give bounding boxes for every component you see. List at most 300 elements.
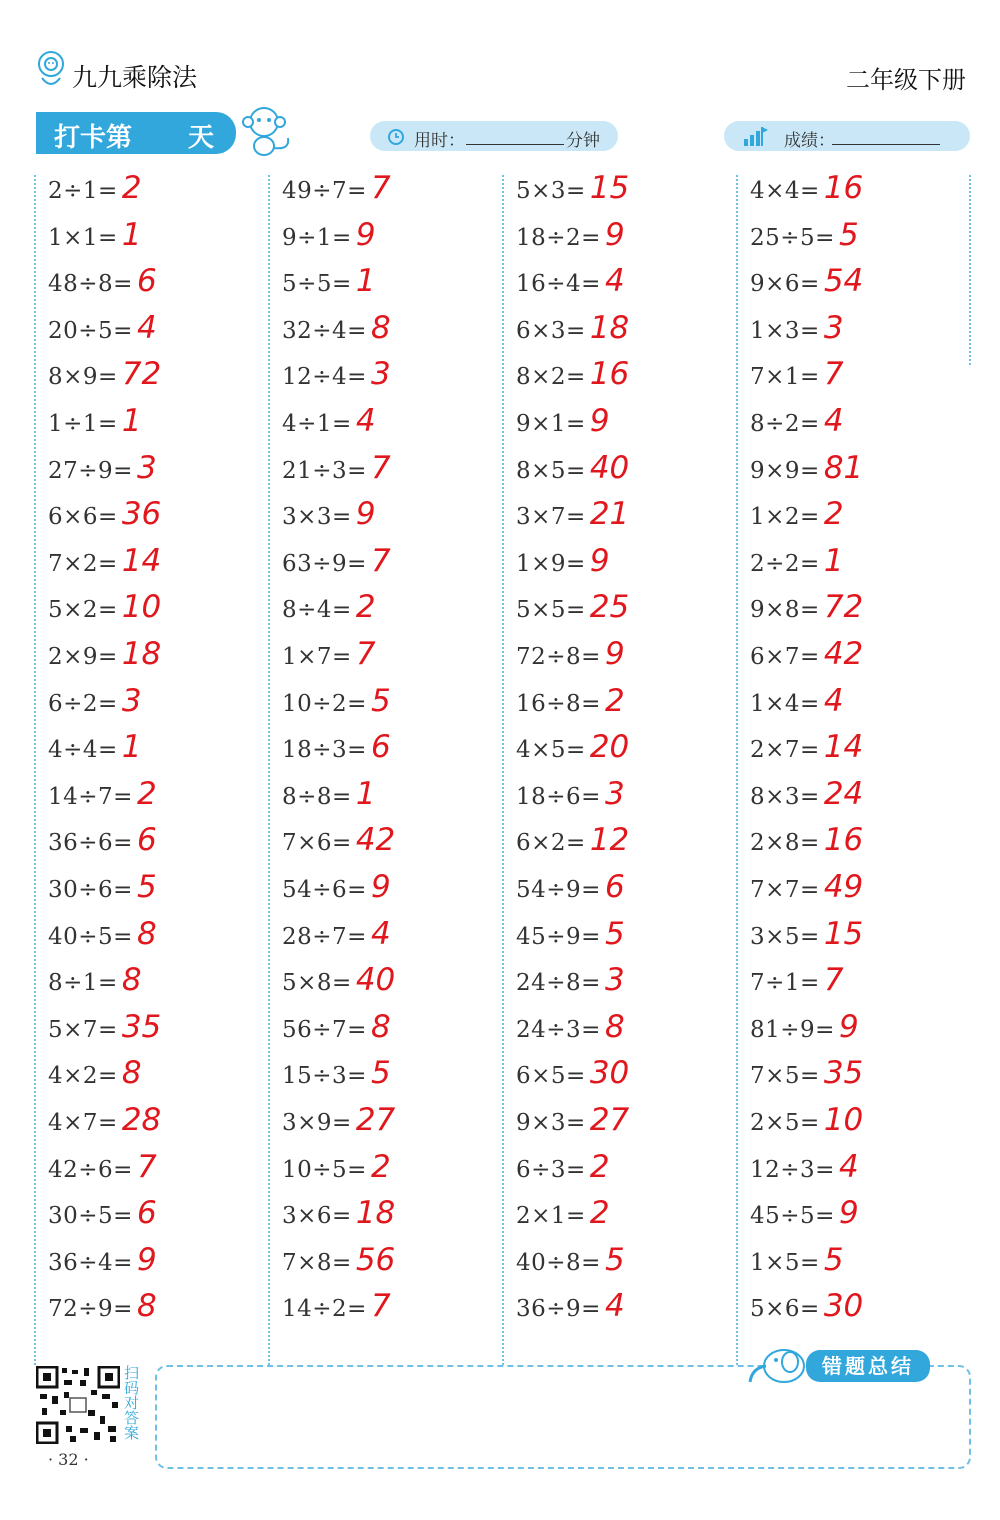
handwritten-answer[interactable]: 8 [370, 1008, 391, 1045]
handwritten-answer[interactable]: 9 [589, 542, 610, 579]
handwritten-answer[interactable]: 35 [121, 1008, 162, 1045]
problem-row [48, 263, 157, 309]
handwritten-answer[interactable]: 5 [823, 1241, 844, 1278]
problem-question: 54÷6= [282, 877, 367, 903]
handwritten-answer[interactable]: 56 [355, 1241, 396, 1278]
handwritten-answer[interactable]: 81 [823, 449, 864, 486]
problem-question: 30÷5= [48, 1203, 133, 1230]
problem-row [48, 776, 157, 822]
problem-row [516, 869, 625, 915]
problem-question: 6÷3= [516, 1156, 586, 1183]
problem-question: 8×2= [516, 364, 586, 391]
problem-row [516, 450, 629, 496]
problem-row [282, 263, 376, 309]
problem-question: 8÷4= [282, 597, 352, 624]
handwritten-answer[interactable]: 9 [604, 636, 625, 672]
handwritten-answer[interactable]: 20 [589, 729, 630, 766]
problem-question: 4÷1= [282, 411, 352, 437]
handwritten-answer[interactable]: 9 [838, 1195, 859, 1232]
problem-question: 12÷4= [282, 364, 367, 391]
problem-question: 9×6= [750, 271, 820, 298]
problem-row [516, 1149, 610, 1195]
problem-row [750, 729, 863, 775]
handwritten-answer[interactable]: 6 [136, 822, 157, 859]
problem-row [750, 450, 863, 496]
problem-question: 4×5= [516, 737, 586, 764]
handwritten-answer[interactable]: 1 [355, 775, 376, 812]
handwritten-answer[interactable]: 2 [589, 1195, 610, 1232]
problem-row [750, 496, 844, 542]
problem-row [282, 170, 391, 216]
problem-question: 45÷5= [750, 1203, 835, 1230]
handwritten-answer[interactable]: 4 [838, 1148, 859, 1185]
handwritten-answer[interactable]: 5 [604, 1241, 625, 1278]
problem-row [516, 170, 629, 216]
problem-row [48, 1195, 157, 1241]
problem-question: 27÷9= [48, 457, 133, 484]
handwritten-answer[interactable]: 4 [823, 682, 844, 719]
handwritten-answer[interactable]: 2 [589, 1148, 610, 1185]
problem-question: 12÷3= [750, 1156, 835, 1183]
handwritten-answer[interactable]: 49 [823, 869, 864, 905]
handwritten-answer[interactable]: 25 [589, 589, 630, 626]
problem-question: 9×8= [750, 597, 820, 624]
handwritten-answer[interactable]: 9 [136, 1241, 157, 1278]
handwritten-answer[interactable]: 3 [136, 449, 157, 486]
problem-row [516, 1055, 629, 1101]
handwritten-answer[interactable]: 16 [589, 356, 630, 393]
problem-row [48, 869, 157, 915]
handwritten-answer[interactable]: 3 [121, 682, 142, 719]
problem-question: 14÷2= [282, 1296, 367, 1323]
problem-question: 40÷5= [48, 923, 133, 950]
problem-row [48, 170, 142, 216]
handwritten-answer[interactable]: 8 [121, 1055, 142, 1092]
problem-row [516, 729, 629, 775]
handwritten-answer[interactable]: 7 [370, 542, 391, 579]
problem-question: 8×9= [48, 364, 118, 391]
problem-row [48, 217, 142, 263]
problem-question: 4×7= [48, 1110, 118, 1136]
problem-question: 54÷9= [516, 877, 601, 903]
problem-question: 1×5= [750, 1249, 820, 1276]
handwritten-answer[interactable]: 35 [823, 1055, 864, 1092]
handwritten-answer[interactable]: 21 [589, 496, 630, 533]
problem-question: 10÷2= [282, 690, 367, 717]
problem-row [516, 822, 629, 868]
handwritten-answer[interactable]: 15 [589, 170, 630, 206]
book-title: 九九乘除法 [72, 63, 198, 92]
problem-question: 42÷6= [48, 1156, 133, 1183]
problem-question: 72÷9= [48, 1296, 133, 1323]
time-unit: 分钟 [566, 131, 600, 151]
qr-caption: 扫码对答案 [124, 1364, 140, 1442]
problem-question: 6×2= [516, 830, 586, 857]
problem-question: 5÷5= [282, 271, 352, 298]
handwritten-answer[interactable]: 24 [823, 775, 864, 812]
column-divider [268, 175, 270, 1365]
problem-question: 5×8= [282, 970, 352, 997]
handwritten-answer[interactable]: 7 [823, 356, 844, 393]
handwritten-answer[interactable]: 1 [355, 263, 376, 300]
problem-row [282, 1195, 395, 1241]
problem-question: 14÷7= [48, 783, 133, 810]
problem-row [750, 589, 863, 635]
problem-question: 18÷2= [516, 224, 601, 251]
problem-row [48, 356, 161, 402]
problem-row [516, 1102, 629, 1148]
problem-row [282, 822, 395, 868]
problem-row [750, 1102, 863, 1148]
problem-row [282, 776, 376, 822]
handwritten-answer[interactable]: 4 [370, 915, 391, 952]
handwritten-answer[interactable]: 2 [823, 496, 844, 533]
problem-row [750, 403, 844, 449]
handwritten-answer[interactable]: 8 [136, 1288, 157, 1325]
handwritten-answer[interactable]: 30 [589, 1055, 630, 1092]
handwritten-answer[interactable]: 7 [355, 636, 376, 672]
handwritten-answer[interactable]: 36 [121, 496, 162, 533]
handwritten-answer[interactable]: 4 [604, 263, 625, 300]
problem-row [282, 496, 376, 542]
handwritten-answer[interactable]: 28 [121, 1102, 162, 1138]
handwritten-answer[interactable]: 7 [370, 449, 391, 486]
problem-row [48, 543, 161, 589]
problem-row [750, 1009, 859, 1055]
problem-row [516, 683, 625, 729]
handwritten-answer[interactable]: 7 [370, 1288, 391, 1325]
problem-question: 56÷7= [282, 1016, 367, 1043]
problem-row [750, 1195, 859, 1241]
handwritten-answer[interactable]: 3 [823, 309, 844, 346]
problem-question: 1×7= [282, 644, 352, 670]
problem-question: 6×3= [516, 317, 586, 344]
handwritten-answer[interactable]: 2 [136, 775, 157, 812]
handwritten-answer[interactable]: 14 [823, 729, 864, 766]
problem-row [48, 589, 161, 635]
problem-row [750, 1055, 863, 1101]
problem-question: 2×1= [516, 1203, 586, 1230]
handwritten-answer[interactable]: 42 [355, 822, 396, 859]
handwritten-answer[interactable]: 8 [370, 309, 391, 346]
handwritten-answer[interactable]: 42 [823, 636, 864, 672]
problem-row [48, 403, 142, 449]
problem-question: 36÷4= [48, 1249, 133, 1276]
problem-row [48, 496, 161, 542]
problem-question: 72÷8= [516, 644, 601, 670]
problem-row [750, 1149, 859, 1195]
mistake-summary-label: 错题总结 [806, 1350, 930, 1382]
handwritten-answer[interactable]: 9 [355, 496, 376, 533]
problem-question: 5×7= [48, 1016, 118, 1043]
problem-row [48, 1149, 157, 1195]
problem-question: 7÷1= [750, 970, 820, 997]
handwritten-answer[interactable]: 27 [589, 1102, 630, 1138]
problem-row [516, 589, 629, 635]
problem-row [516, 310, 629, 356]
time-field [370, 121, 618, 151]
problem-question: 2×7= [750, 737, 820, 764]
handwritten-answer[interactable]: 3 [604, 962, 625, 999]
problem-question: 48÷8= [48, 271, 133, 298]
handwritten-answer[interactable]: 6 [370, 729, 391, 766]
column-divider [736, 175, 738, 1365]
handwritten-answer[interactable]: 7 [823, 962, 844, 999]
problem-row [750, 962, 844, 1008]
problem-row [750, 356, 844, 402]
problem-row [282, 729, 391, 775]
problem-row [48, 1009, 161, 1055]
handwritten-answer[interactable]: 5 [838, 216, 859, 253]
problem-row [282, 1009, 391, 1055]
handwritten-answer[interactable]: 7 [136, 1148, 157, 1185]
problem-row [750, 217, 859, 263]
problem-question: 25÷5= [750, 224, 835, 251]
handwritten-answer[interactable]: 9 [604, 216, 625, 253]
handwritten-answer[interactable]: 16 [823, 170, 864, 206]
handwritten-answer[interactable]: 9 [355, 216, 376, 253]
handwritten-answer[interactable]: 1 [121, 729, 142, 766]
problem-row [48, 310, 157, 356]
problem-row [282, 450, 391, 496]
problem-question: 9×3= [516, 1110, 586, 1136]
problem-question: 2×8= [750, 830, 820, 857]
grade-label: 二年级下册 [846, 66, 966, 94]
problem-row [48, 822, 157, 868]
handwritten-answer[interactable]: 2 [355, 589, 376, 626]
problem-question: 63÷9= [282, 550, 367, 577]
problem-question: 4×2= [48, 1063, 118, 1090]
checkin-label-day-prefix: 打卡第 [54, 123, 133, 153]
problem-row [282, 356, 391, 402]
problem-row [516, 636, 625, 682]
problem-question: 1×2= [750, 504, 820, 531]
problem-row [282, 869, 391, 915]
problem-row [750, 1288, 863, 1334]
problem-question: 18÷3= [282, 737, 367, 764]
handwritten-answer[interactable]: 1 [121, 216, 142, 253]
problem-row [750, 822, 863, 868]
problem-question: 2÷1= [48, 178, 118, 204]
problem-row [282, 589, 376, 635]
problem-question: 7×5= [750, 1063, 820, 1090]
column-divider [502, 175, 504, 1365]
handwritten-answer[interactable]: 4 [604, 1288, 625, 1325]
problem-row [516, 356, 629, 402]
problem-row [750, 916, 863, 962]
problem-question: 4÷4= [48, 737, 118, 764]
handwritten-answer[interactable]: 72 [823, 589, 864, 626]
handwritten-answer[interactable]: 30 [823, 1288, 864, 1325]
handwritten-answer[interactable]: 5 [370, 682, 391, 719]
problem-row [48, 636, 161, 682]
handwritten-answer[interactable]: 10 [121, 589, 162, 626]
clock-icon [386, 126, 406, 146]
problem-question: 6÷2= [48, 690, 118, 717]
problem-question: 6×7= [750, 644, 820, 670]
monkey-mascot-icon [238, 104, 298, 158]
problem-row [48, 450, 157, 496]
qr-code-icon[interactable] [36, 1366, 120, 1444]
problem-row [282, 636, 376, 682]
handwritten-answer[interactable]: 9 [370, 869, 391, 905]
problem-question: 6×5= [516, 1063, 586, 1090]
problem-question: 7×7= [750, 877, 820, 903]
problem-row [750, 310, 844, 356]
problem-question: 20÷5= [48, 317, 133, 344]
handwritten-answer[interactable]: 9 [589, 403, 610, 439]
handwritten-answer[interactable]: 18 [589, 309, 630, 346]
handwritten-answer[interactable]: 8 [136, 915, 157, 952]
handwritten-answer[interactable]: 72 [121, 356, 162, 393]
problem-row [750, 776, 863, 822]
problem-row [282, 1102, 395, 1148]
problem-question: 1×1= [48, 224, 118, 251]
handwritten-answer[interactable]: 5 [604, 915, 625, 952]
problem-question: 2×5= [750, 1110, 820, 1136]
problem-row [750, 263, 863, 309]
problem-question: 24÷3= [516, 1016, 601, 1043]
problem-question: 81÷9= [750, 1016, 835, 1043]
problem-question: 1×9= [516, 550, 586, 577]
time-input[interactable] [466, 126, 564, 145]
handwritten-answer[interactable]: 18 [121, 636, 162, 672]
handwritten-answer[interactable]: 1 [121, 403, 142, 439]
handwritten-answer[interactable]: 16 [823, 822, 864, 859]
problem-question: 15÷3= [282, 1063, 367, 1090]
handwritten-answer[interactable]: 6 [136, 1195, 157, 1232]
problem-row [516, 1242, 625, 1288]
problem-row [282, 543, 391, 589]
handwritten-answer[interactable]: 5 [136, 869, 157, 905]
score-label: 成绩： [784, 131, 835, 151]
problem-question: 45÷9= [516, 923, 601, 950]
problem-row [516, 263, 625, 309]
problem-question: 5×6= [750, 1296, 820, 1323]
handwritten-answer[interactable]: 4 [823, 403, 844, 439]
problem-question: 5×5= [516, 597, 586, 624]
problem-question: 2×9= [48, 644, 118, 670]
problem-row [48, 1102, 161, 1148]
problem-question: 24÷8= [516, 970, 601, 997]
score-input[interactable] [832, 126, 940, 145]
problem-question: 8÷2= [750, 411, 820, 437]
problem-row [282, 1055, 391, 1101]
handwritten-answer[interactable]: 5 [370, 1055, 391, 1092]
lion-logo-icon [34, 50, 68, 90]
checkin-label-day-suffix: 天 [188, 123, 215, 153]
problem-row [750, 543, 844, 589]
problem-question: 30÷6= [48, 877, 133, 903]
handwritten-answer[interactable]: 4 [355, 403, 376, 439]
handwritten-answer[interactable]: 27 [355, 1102, 396, 1138]
handwritten-answer[interactable]: 3 [604, 775, 625, 812]
handwritten-answer[interactable]: 8 [121, 962, 142, 999]
problem-row [282, 683, 391, 729]
problem-question: 5×3= [516, 178, 586, 204]
page-number: · 32 · [48, 1450, 89, 1469]
problem-question: 3×6= [282, 1203, 352, 1230]
problem-question: 3×5= [750, 923, 820, 950]
handwritten-answer[interactable]: 10 [823, 1102, 864, 1138]
handwritten-answer[interactable]: 6 [136, 263, 157, 300]
problem-row [48, 962, 142, 1008]
problem-row [516, 1009, 625, 1055]
problem-question: 36÷9= [516, 1296, 601, 1323]
handwritten-answer[interactable]: 40 [589, 449, 630, 486]
problem-row [516, 496, 629, 542]
problem-question: 4×4= [750, 178, 820, 204]
problem-row [750, 636, 863, 682]
time-label: 用时： [414, 131, 465, 151]
problem-question: 1÷1= [48, 411, 118, 437]
problem-row [48, 1242, 157, 1288]
problem-row [48, 1288, 157, 1334]
problem-row [48, 729, 142, 775]
problem-question: 9÷1= [282, 224, 352, 251]
problem-row [282, 1288, 391, 1334]
handwritten-answer[interactable]: 15 [823, 915, 864, 952]
handwritten-answer[interactable]: 18 [355, 1195, 396, 1232]
column-divider [969, 175, 971, 365]
handwritten-answer[interactable]: 6 [604, 869, 625, 905]
handwritten-answer[interactable]: 2 [121, 170, 142, 206]
problem-row [516, 1195, 610, 1241]
problem-question: 40÷8= [516, 1249, 601, 1276]
problem-row [516, 217, 625, 263]
handwritten-answer[interactable]: 8 [604, 1008, 625, 1045]
problem-question: 1×4= [750, 690, 820, 717]
handwritten-answer[interactable]: 40 [355, 962, 396, 999]
problem-row [282, 403, 376, 449]
problem-question: 3×7= [516, 504, 586, 531]
handwritten-answer[interactable]: 12 [589, 822, 630, 859]
handwritten-answer[interactable]: 9 [838, 1008, 859, 1045]
checkin-banner [36, 112, 236, 154]
problem-row [516, 776, 625, 822]
handwritten-answer[interactable]: 4 [136, 309, 157, 346]
column-divider [34, 175, 36, 1365]
problem-question: 8÷1= [48, 970, 118, 997]
problem-question: 2÷2= [750, 550, 820, 577]
problem-question: 7×2= [48, 550, 118, 577]
handwritten-answer[interactable]: 3 [370, 356, 391, 393]
handwritten-answer[interactable]: 7 [370, 170, 391, 206]
handwritten-answer[interactable]: 2 [370, 1148, 391, 1185]
handwritten-answer[interactable]: 54 [823, 263, 864, 300]
problem-question: 7×8= [282, 1249, 352, 1276]
problem-row [282, 1149, 391, 1195]
score-chart-icon [742, 125, 768, 147]
handwritten-answer[interactable]: 14 [121, 542, 162, 579]
problem-question: 8×5= [516, 457, 586, 484]
problem-row [516, 543, 610, 589]
problem-question: 49÷7= [282, 178, 367, 204]
elephant-mascot-icon [746, 1344, 810, 1388]
problem-question: 21÷3= [282, 457, 367, 484]
problem-row [48, 683, 142, 729]
problem-question: 16÷4= [516, 271, 601, 298]
problem-question: 6×6= [48, 504, 118, 531]
problem-question: 1×3= [750, 317, 820, 344]
problem-row [516, 962, 625, 1008]
problem-row [750, 170, 863, 216]
problem-row [282, 962, 395, 1008]
problem-row [516, 1288, 625, 1334]
handwritten-answer[interactable]: 2 [604, 682, 625, 719]
problem-question: 3×3= [282, 504, 352, 531]
handwritten-answer[interactable]: 1 [823, 542, 844, 579]
